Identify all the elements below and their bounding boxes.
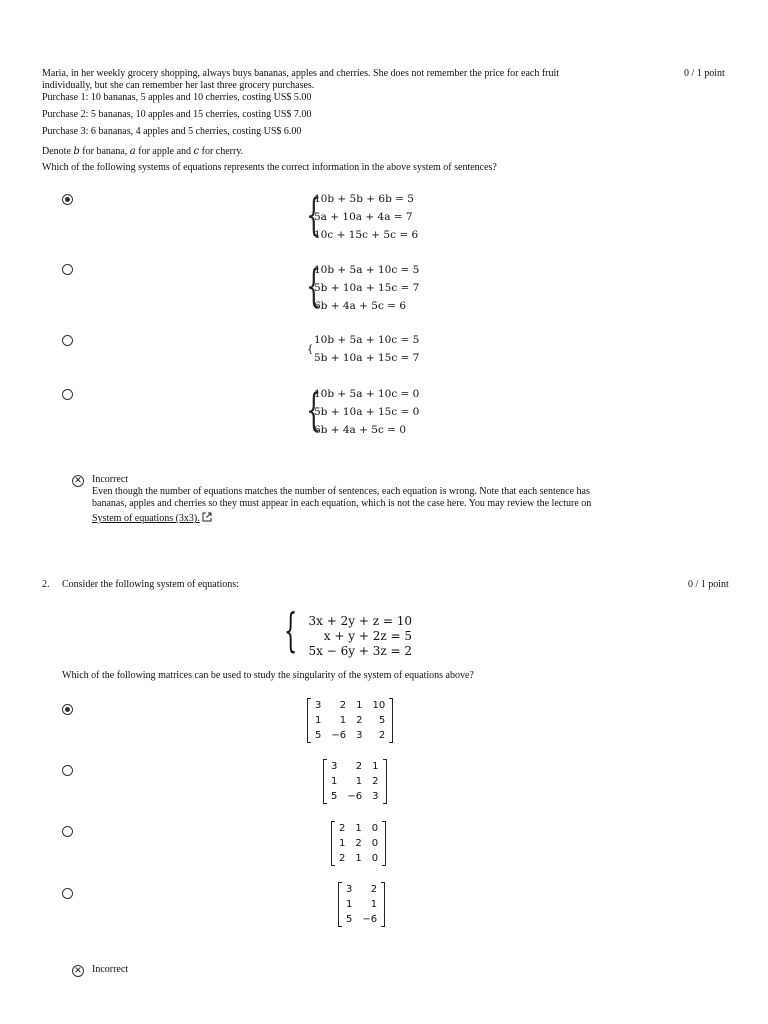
equation: 3x + 2y + z = 10: [308, 614, 412, 628]
q1-option-1-system: [306, 190, 419, 244]
matrix-cell: 10: [372, 700, 386, 711]
matrix-cell: 3: [315, 700, 322, 711]
matrix-cell: 1: [370, 899, 378, 910]
matrix-cell: 0: [371, 838, 379, 849]
matrix-cell: 3: [346, 884, 353, 895]
q1-prompt-line: individually, but she can remember her last three grocery purchases.: [42, 80, 315, 91]
q2-option-1-radio[interactable]: [62, 704, 73, 715]
q1-option-1-radio[interactable]: [62, 194, 73, 205]
q1-option-4-radio[interactable]: [62, 389, 73, 400]
incorrect-icon: ✕: [72, 965, 84, 977]
q2-option-4-radio[interactable]: [62, 888, 73, 899]
matrix-cell: 2: [370, 884, 378, 895]
q1-feedback-line: Even though the number of equations matches the number of sentences, each equation is wrong. Note that each sentence has: [92, 486, 590, 497]
matrix-cell: 5: [346, 914, 353, 925]
matrix-cell: 1: [339, 838, 346, 849]
brace: {: [306, 261, 322, 312]
q1-option-3-system: [307, 331, 420, 367]
equation: 5b + 10a + 15c = 7: [314, 282, 420, 294]
matrix-cell: 1: [331, 776, 338, 787]
equation: 10b + 5a + 10c = 5: [314, 264, 420, 276]
matrix-cell: 1: [355, 776, 363, 787]
q1-question: Which of the following systems of equations represents the correct information in the above system of sentences?: [42, 162, 497, 173]
lecture-link[interactable]: System of equations (3x3).: [92, 513, 200, 524]
matrix-cell: 2: [339, 700, 347, 711]
q2-number: 2.: [42, 579, 50, 590]
q2-option-3-matrix: [331, 821, 386, 866]
matrix-cell: 1: [372, 761, 379, 772]
equation: 10c + 15c + 5c = 6: [314, 229, 419, 241]
matrix-cell: 1: [315, 715, 322, 726]
q1-feedback: [92, 474, 652, 525]
brace: {: [306, 190, 322, 241]
matrix-cell: 2: [356, 715, 363, 726]
matrix-cell: 3: [331, 761, 338, 772]
matrix-cell: −6: [347, 791, 363, 802]
q1-purchase-2: Purchase 2: 5 bananas, 10 apples and 15 cherries, costing US$ 7.00: [42, 109, 312, 120]
q2-score: 0 / 1 point: [688, 579, 729, 590]
q2-option-2-matrix: [323, 759, 387, 804]
matrix-cell: 3: [356, 730, 363, 741]
matrix-cell: 1: [356, 700, 363, 711]
equation: 6b + 4a + 5c = 0: [314, 424, 407, 436]
q1-score: 0 / 1 point: [684, 68, 725, 79]
q2-option-1-matrix: [307, 698, 393, 743]
matrix-cell: 1: [355, 823, 362, 834]
q2-title: Consider the following system of equations:: [62, 579, 239, 590]
matrix-cell: 2: [339, 823, 346, 834]
q1-purchase-1: Purchase 1: 10 bananas, 5 apples and 10 cherries, costing US$ 5.00: [42, 92, 312, 103]
q1-prompt: [42, 68, 642, 104]
matrix-cell: 2: [378, 730, 386, 741]
q2-option-3-radio[interactable]: [62, 826, 73, 837]
q1-option-2-system: [306, 261, 420, 315]
matrix-cell: 0: [371, 853, 379, 864]
matrix-cell: 5: [331, 791, 338, 802]
q1-option-2-radio[interactable]: [62, 264, 73, 275]
q1-purchase-3: Purchase 3: 6 bananas, 4 apples and 5 cherries, costing US$ 6.00: [42, 126, 302, 137]
matrix-cell: 1: [346, 899, 353, 910]
equation: 10b + 5a + 10c = 0: [314, 388, 420, 400]
q1-denote: Denote b for banana, a for apple and c for cherry.: [42, 146, 244, 157]
matrix-cell: 1: [339, 715, 347, 726]
matrix-cell: 2: [355, 761, 363, 772]
matrix-cell: −6: [331, 730, 347, 741]
matrix-cell: 3: [372, 791, 379, 802]
matrix-cell: 0: [371, 823, 379, 834]
equation: 5x − 6y + 3z = 2: [308, 644, 412, 658]
q2-feedback-status: Incorrect: [92, 964, 129, 975]
brace: {: [306, 385, 322, 436]
equation: 5b + 10a + 15c = 0: [314, 406, 420, 418]
q2-option-4-matrix: [338, 882, 385, 927]
q2-option-2-radio[interactable]: [62, 765, 73, 776]
q1-feedback-line: bananas, apples and cherries so they must appear in each equation, which is not the case here. You may review the lecture on: [92, 498, 592, 509]
brace: {: [284, 603, 298, 657]
incorrect-icon: ✕: [72, 475, 84, 487]
equation: 5a + 10a + 4a = 7: [314, 211, 413, 223]
equation: 10b + 5a + 10c = 5: [314, 334, 420, 346]
q1-prompt-line: Maria, in her weekly grocery shopping, always buys bananas, apples and cherries. She does not remember the price for each fruit: [42, 68, 560, 79]
matrix-cell: 2: [339, 853, 346, 864]
q2-equation-system: [300, 614, 412, 659]
q1-feedback-status: Incorrect: [92, 474, 129, 485]
matrix-cell: 5: [315, 730, 322, 741]
equation: x + y + 2z = 5: [323, 629, 412, 643]
equation: 5b + 10a + 15c = 7: [314, 352, 420, 364]
q2-question: Which of the following matrices can be used to study the singularity of the system of equations above?: [62, 670, 474, 681]
matrix-cell: −6: [362, 914, 378, 925]
matrix-cell: 5: [378, 715, 386, 726]
matrix-cell: 2: [355, 838, 362, 849]
matrix-cell: 2: [372, 776, 379, 787]
equation: 10b + 5b + 6b = 5: [314, 193, 414, 205]
equation: 6b + 4a + 5c = 6: [314, 300, 407, 312]
q1-option-4-system: [306, 385, 420, 439]
brace: {: [307, 344, 314, 355]
external-link-icon[interactable]: [202, 512, 212, 522]
matrix-cell: 1: [355, 853, 362, 864]
q1-option-3-radio[interactable]: [62, 335, 73, 346]
